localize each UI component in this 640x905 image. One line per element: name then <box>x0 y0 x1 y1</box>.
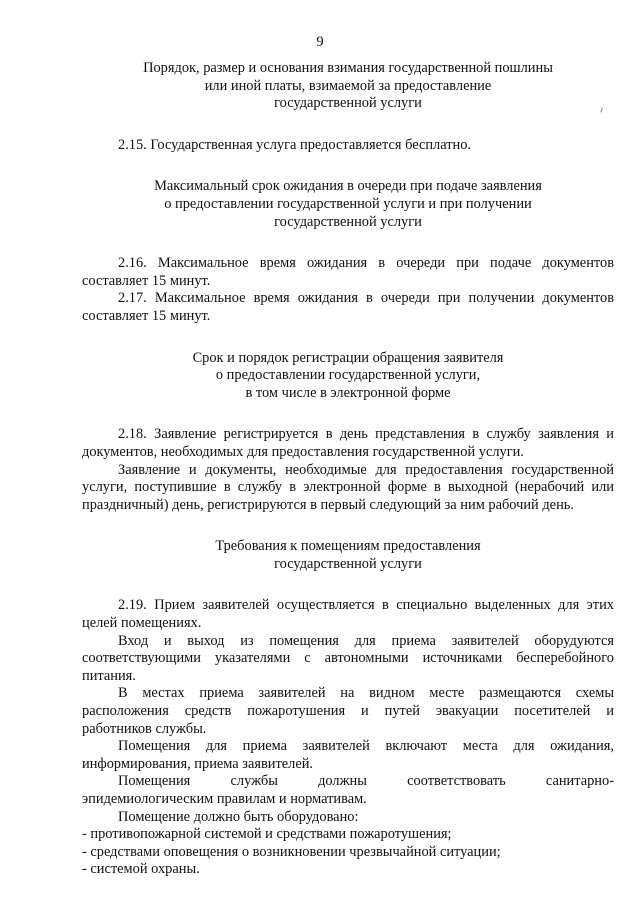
paragraph-2-16 <box>82 255 614 290</box>
text-line: 2.17. Максимальное время ожидания в очереди при получении документов <box>118 290 614 307</box>
heading-line: государственной услуги <box>274 95 422 112</box>
text-line: 2.19. Прием заявителей осуществляется в специально выделенных для этих <box>118 597 614 614</box>
heading-line: Требования к помещениям предоставления <box>215 538 481 555</box>
text-line: документов, необходимых для предоставления государственной услуги. <box>82 443 524 460</box>
paragraph-equipped <box>82 809 614 827</box>
paragraph-2-18 <box>82 426 614 461</box>
text-line: 2.16. Максимальное время ожидания в очереди при подаче документов <box>118 255 614 272</box>
text-line: услуги, поступившие в службу в электронной форме в выходной (нерабочий или <box>82 479 614 496</box>
text-line: В местах приема заявителей на видном месте размещаются схемы <box>118 685 614 702</box>
heading-line: Максимальный срок ожидания в очереди при подаче заявления <box>154 178 542 195</box>
list-item: - системой охраны. <box>82 861 200 878</box>
page-number: 9 <box>316 34 324 50</box>
text-line: эпидемиологическим правилам и нормативам. <box>82 791 367 807</box>
heading-line: Срок и порядок регистрации обращения заявителя <box>192 349 504 366</box>
list-item: - средствами оповещения о возникновении чрезвычайной ситуации; <box>82 843 501 860</box>
section-heading-registration <box>82 350 614 403</box>
text-line: Помещения для приема заявителей включают места для ожидания, <box>118 738 614 755</box>
heading-line: о предоставлении государственной услуги, <box>215 367 481 384</box>
paragraph-rooms <box>82 738 614 773</box>
paragraph-2-17 <box>82 290 614 325</box>
heading-line: или иной платы, взимаемой за предоставление <box>204 77 492 94</box>
document-body <box>82 60 614 879</box>
text-line: Заявление и документы, необходимые для предоставления государственной <box>118 461 614 478</box>
equipment-list <box>82 826 614 879</box>
section-heading-fee <box>82 60 614 113</box>
paragraph-2-19 <box>82 597 614 632</box>
text-line: Вход и выход из помещения для приема заявителей оборудуются <box>118 632 614 649</box>
heading-line: в том числе в электронной форме <box>245 384 451 401</box>
text-line: 2.18. Заявление регистрируется в день представления в службу заявления и <box>118 426 614 443</box>
text-line: составляет 15 минут. <box>82 272 211 289</box>
text-line: соответствующими указателями с автономными источниками бесперебойного <box>82 650 614 667</box>
text-line: работников службы. <box>82 720 207 737</box>
list-item: - противопожарной системой и средствами пожаротушения; <box>82 826 452 843</box>
text-line: питания. <box>82 667 136 684</box>
text-line: праздничный) день, регистрируются в первый следующий за ним рабочий день. <box>82 496 574 513</box>
text-line: расположения средств пожаротушения и путей эвакуации посетителей и <box>82 703 614 720</box>
section-heading-wait <box>82 178 614 231</box>
paragraph-2-18-electronic <box>82 462 614 515</box>
paragraph-entry-exit <box>82 633 614 686</box>
heading-line: о предоставлении государственной услуги и при получении <box>164 195 532 212</box>
paragraph-sanitary <box>82 773 614 808</box>
section-heading-premises <box>82 538 614 573</box>
heading-line: государственной услуги <box>274 555 422 572</box>
text-line: Помещение должно быть оборудовано: <box>118 808 359 825</box>
paragraph-2-15: 2.15. Государственная услуга предоставляется бесплатно. <box>118 136 472 153</box>
paragraph-schemes <box>82 685 614 738</box>
heading-line: Порядок, размер и основания взимания государственной пошлины <box>143 60 553 76</box>
text-line: целей помещениях. <box>82 615 202 632</box>
text-line: составляет 15 минут. <box>82 307 211 324</box>
text-line: информирования, приема заявителей. <box>82 755 314 772</box>
text-line: Помещения службы должны соответствовать санитарно- <box>118 773 614 790</box>
heading-line: государственной услуги <box>274 213 422 230</box>
